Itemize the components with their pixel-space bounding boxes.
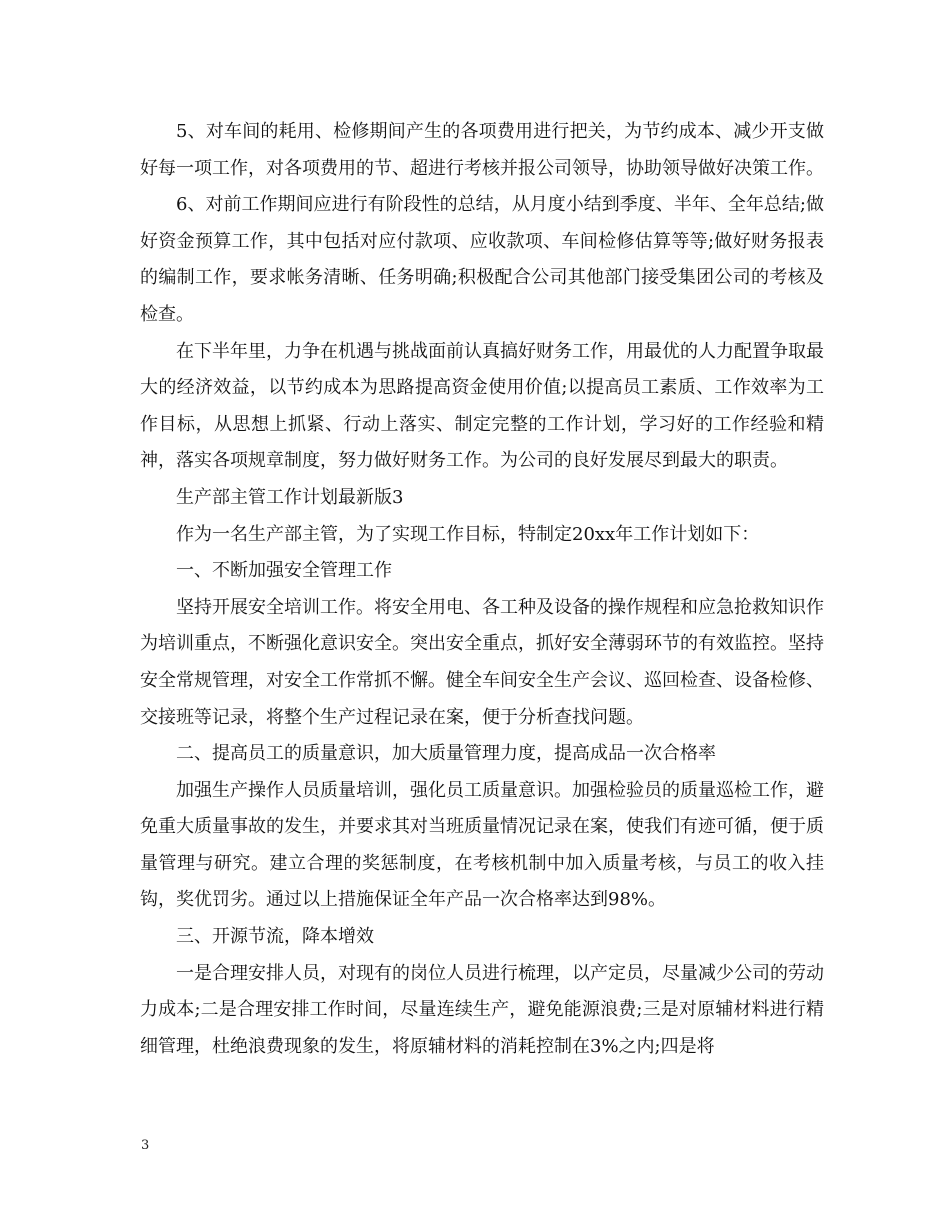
quality-paragraph: 加强生产操作人员质量培训，强化员工质量意识。加强检验员的质量巡检工作，避免重大质量事故的发生，并要求其对当班质量情况记录在案，使我们有迹可循，便于质量管理与研究。建立合理的奖惩制度，在考核机制中加入质量考核，与员工的收入挂钩，奖优罚劣。通过以上措施保证全年产品一次合格率达到98%。 [140, 779, 824, 911]
section-title: 生产部主管工作计划最新版3 [176, 486, 404, 508]
document-body [140, 114, 824, 1065]
paragraph-item-6: 6、对前工作期间应进行有阶段性的总结，从月度小结到季度、半年、全年总结;做好资金预算工作，其中包括对应付款项、应收款项、车间检修估算等等;做好财务报表的编制工作，要求帐务清晰、任务明确;积极配合公司其他部门接受集团公司的考核及检查。 [140, 194, 824, 325]
paragraph-item-5: 5、对车间的耗用、检修期间产生的各项费用进行把关，为节约成本、减少开支做好每一项工作，对各项费用的节、超进行考核并报公司领导，协助领导做好决策工作。 [140, 121, 824, 179]
heading-cost: 三、开源节流，降本增效 [176, 926, 374, 948]
heading-quality: 二、提高员工的质量意识，加大质量管理力度，提高成品一次合格率 [176, 743, 716, 765]
page-number: 3 [141, 1138, 150, 1153]
heading-safety: 一、不断加强安全管理工作 [176, 560, 392, 582]
summary-paragraph: 在下半年里，力争在机遇与挑战面前认真搞好财务工作，用最优的人力配置争取最大的经济效益，以节约成本为思路提高资金使用价值;以提高员工素质、工作效率为工作目标，从思想上抓紧、行动上落实、制定完整的工作计划，学习好的工作经验和精神，落实各项规章制度，努力做好财务工作。为公司的良好发展尽到最大的职责。 [140, 340, 824, 472]
safety-paragraph: 坚持开展安全培训工作。将安全用电、各工种及设备的操作规程和应急抢救知识作为培训重点，不断强化意识安全。突出安全重点，抓好安全薄弱环节的有效监控。坚持安全常规管理，对安全工作常抓不懈。健全车间安全生产会议、巡回检查、设备检修、交接班等记录，将整个生产过程记录在案，便于分析查找问题。 [140, 596, 824, 728]
intro-paragraph: 作为一名生产部主管，为了实现工作目标，特制定20xx年工作计划如下： [176, 523, 760, 545]
cost-paragraph: 一是合理安排人员，对现有的岗位人员进行梳理，以产定员，尽量减少公司的劳动力成本;二是合理安排工作时间，尽量连续生产，避免能源浪费;三是对原辅材料进行精细管理，杜绝浪费现象的发生，将原辅材料的消耗控制在3%之内;四是将 [140, 962, 824, 1057]
